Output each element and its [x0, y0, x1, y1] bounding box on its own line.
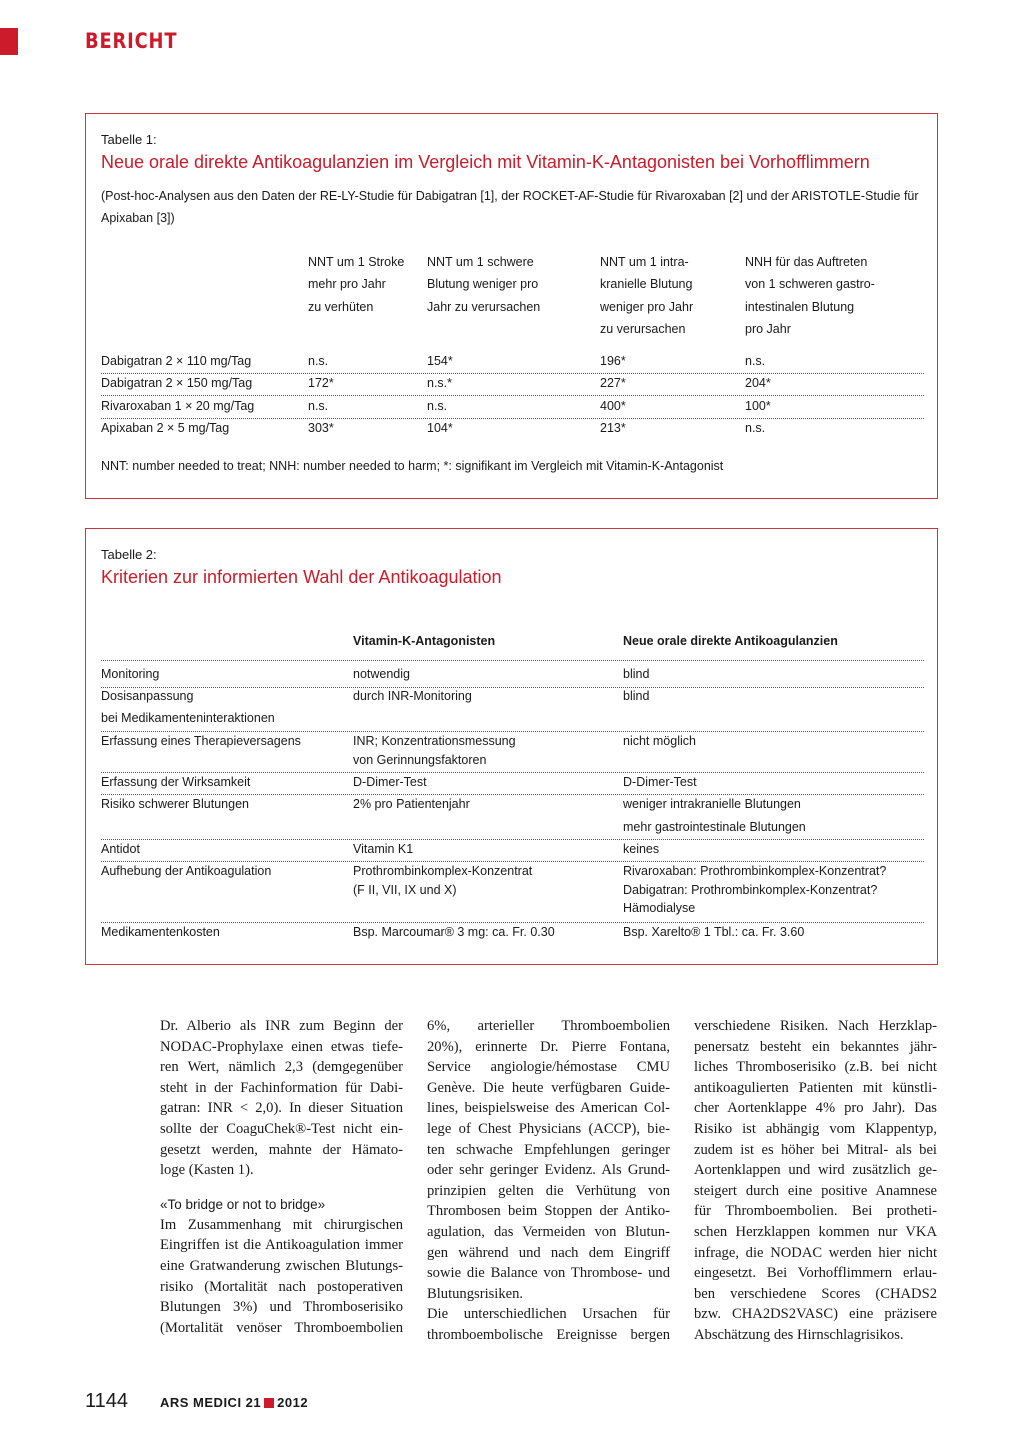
- table1-cell: 196*: [600, 354, 626, 368]
- table1-header-cell: NNH für das Auftreten: [745, 255, 868, 269]
- text-line: loge (Kasten 1).: [160, 1162, 254, 1179]
- text-line: zudem ist es höher bei Mitral- als bei: [694, 1141, 937, 1158]
- row-divider: [101, 794, 924, 795]
- body-column-1: [160, 1016, 403, 1338]
- text-line: steigert durch eine positive Anamnese: [694, 1182, 937, 1199]
- table1-cell: n.s.: [308, 398, 329, 413]
- table2-box: [85, 528, 938, 965]
- text-line: (Mortalität venöser Thromboembolien: [160, 1319, 403, 1336]
- journal-info: [160, 1395, 308, 1410]
- text-line: sowie die Balance von Thrombose- und: [427, 1265, 670, 1282]
- text-line: lines, beispielsweise des American Col-: [427, 1100, 670, 1117]
- table2-cell: keines: [623, 842, 660, 856]
- row-divider: [101, 395, 924, 396]
- text-line: Die unterschiedlichen Ursachen für: [427, 1306, 670, 1323]
- table2-row-label: Erfassung der Wirksamkeit: [101, 775, 251, 789]
- text-line: sollte der CoaguChek®-Test nicht ein-: [160, 1120, 403, 1137]
- table1-header-cell: pro Jahr: [745, 322, 791, 337]
- table2-cell: D-Dimer-Test: [623, 775, 697, 789]
- text-line: thromboembolische Ereignisse bergen: [427, 1326, 670, 1343]
- text-line: prinzipien gelten die Verhütung von: [427, 1182, 670, 1199]
- text-line: penersatz besteht ein bekanntes jähr-: [694, 1038, 937, 1055]
- text-line: Dr. Alberio als INR zum Beginn der: [160, 1018, 403, 1034]
- table2-cell: von Gerinnungsfaktoren: [353, 752, 487, 767]
- table1-subtitle: (Post-hoc-Analysen aus den Daten der RE-LY-Studie für Dabigatran [1], der ROCKET-AF-Studie für Rivaroxaban [2] und der ARISTOTLE-Studie für Apixaban [3]): [101, 189, 919, 225]
- text-line: risiko (Mortalität nach postoperativen: [160, 1278, 403, 1295]
- body-column-2: [427, 1016, 670, 1346]
- table2-row-label: Aufhebung der Antikoagulation: [101, 864, 272, 878]
- table1-header-cell: NNT um 1 intra-: [600, 255, 689, 269]
- table2-cell: blind: [623, 667, 650, 681]
- journal-year: 2012: [277, 1395, 309, 1410]
- text-line: agulation, das Vermeiden von Blutun-: [427, 1223, 670, 1240]
- text-line: ren Wert, nämlich 2,3 (demgegenüber: [160, 1059, 403, 1076]
- table1-cell: 100*: [745, 398, 771, 413]
- table1-cell: 172*: [308, 376, 334, 391]
- table2-row-label: Medikamentenkosten: [101, 925, 220, 939]
- table1-row-label: Rivaroxaban 1 × 20 mg/Tag: [101, 398, 255, 413]
- table2-cell: Rivaroxaban: Prothrombinkomplex-Konzentrat?: [623, 864, 887, 878]
- table1-header-cell: von 1 schweren gastro-: [745, 277, 875, 292]
- table1-header-cell: mehr pro Jahr: [308, 277, 386, 292]
- table1-label: Tabelle 1:: [101, 132, 157, 147]
- table1-cell: 104*: [427, 421, 453, 436]
- row-divider: [101, 687, 924, 688]
- table1-header-cell: zu verursachen: [600, 322, 686, 337]
- text-line: ten schwache Empfehlungen geringer: [427, 1141, 670, 1158]
- text-line: gen während und nach dem Eingriff: [427, 1244, 670, 1261]
- table1-cell: 400*: [600, 398, 626, 413]
- text-line: bzw. CHA2DS2VASC) eine präzisere: [694, 1306, 937, 1323]
- table2-row-label: Risiko schwerer Blutungen: [101, 797, 249, 811]
- table2-cell: Prothrombinkomplex-Konzentrat: [353, 864, 533, 878]
- table2-cell: weniger intrakranielle Blutungen: [623, 797, 801, 811]
- table1-cell: n.s.: [427, 398, 448, 413]
- table1-cell: n.s.: [745, 354, 766, 368]
- table1-cell: 303*: [308, 421, 334, 436]
- text-line: oder sehr geringer Evidenz. Als Grund-: [427, 1162, 670, 1179]
- table2-cell: blind: [623, 689, 650, 703]
- table1-cell: 204*: [745, 376, 771, 391]
- table2-cell: mehr gastrointestinale Blutungen: [623, 819, 806, 834]
- text-line: eingesetzt. Bei Vorhofflimmern erlau-: [694, 1265, 937, 1282]
- text-line: Risiko ist abhängig vom Klappentyp,: [694, 1120, 937, 1137]
- text-line: Thrombosen beim Stoppen der Antiko-: [427, 1203, 670, 1220]
- text-line: eine Gratwanderung zwischen Blutungs-: [160, 1257, 403, 1274]
- row-divider: [101, 922, 924, 923]
- text-line: Im Zusammenhang mit chirurgischen: [160, 1216, 403, 1233]
- table2-cell: Vitamin K1: [353, 842, 414, 856]
- text-line: schen Herzklappen kommen nur VKA: [694, 1223, 937, 1240]
- body-column-3: [694, 1016, 937, 1346]
- table2-cell: Hämodialyse: [623, 901, 696, 915]
- table2-row-label: Antidot: [101, 842, 140, 856]
- table2-row-label: Dosisanpassung: [101, 689, 194, 703]
- table2-cell: nicht möglich: [623, 734, 696, 748]
- table2-col-header-nodac: Neue orale direkte Antikoagulanzien: [623, 634, 838, 648]
- table1-header-cell: NNT um 1 Stroke: [308, 255, 405, 269]
- table1-header-cell: Jahr zu verursachen: [427, 299, 541, 314]
- table1-header-cell: kranielle Blutung: [600, 277, 693, 292]
- table1-header-cell: zu verhüten: [308, 299, 374, 314]
- table2-title: Kriterien zur informierten Wahl der Antikoagulation: [101, 567, 502, 587]
- table2-cell: 2% pro Patientenjahr: [353, 797, 470, 811]
- table1-header-cell: Blutung weniger pro: [427, 277, 539, 292]
- row-divider: [101, 861, 924, 862]
- table1-cell: 227*: [600, 376, 626, 391]
- text-line: steht in der Fachinformation für Dabi-: [160, 1079, 403, 1096]
- subheading: «To bridge or not to bridge»: [160, 1196, 326, 1212]
- journal-name: ARS MEDICI 21: [160, 1395, 262, 1410]
- table2-cell: (F II, VII, IX und X): [353, 882, 457, 897]
- text-line: verschiedene Risiken. Nach Herzklap-: [694, 1018, 937, 1034]
- text-line: gatran: INR < 2,0). In dieser Situation: [160, 1100, 403, 1117]
- text-line: Blutungen 3%) und Thromboserisiko: [160, 1299, 403, 1316]
- table1-footnote: NNT: number needed to treat; NNH: number needed to harm; *: signifikant im Vergleich mit Vitamin-K-Antagonist: [101, 459, 724, 473]
- row-divider: [101, 418, 924, 419]
- row-divider: [101, 731, 924, 732]
- table1-cell: n.s.: [308, 354, 329, 368]
- text-line: ben verschiedene Scores (CHADS2: [694, 1285, 937, 1302]
- text-line: für Thromboembolien. Bei protheti-: [694, 1203, 937, 1220]
- table1-title: Neue orale direkte Antikoagulanzien im Vergleich mit Vitamin-K-Antagonisten bei Vorhofflimmern: [101, 152, 870, 172]
- text-line: infrage, die NODAC werden hier nicht: [694, 1244, 937, 1261]
- table1-row-label: Apixaban 2 × 5 mg/Tag: [101, 421, 230, 436]
- page-number: 1144: [85, 1390, 129, 1412]
- text-line: 6%, arterieller Thromboembolien: [427, 1018, 670, 1034]
- table2-cell: INR; Konzentrationsmessung: [353, 734, 516, 748]
- table2-cell: Dabigatran: Prothrombinkomplex-Konzentrat?: [623, 882, 878, 897]
- row-divider: [101, 373, 924, 374]
- table1-box: [85, 113, 938, 499]
- table1-header-cell: intestinalen Blutung: [745, 299, 855, 314]
- table1-cell: 213*: [600, 421, 626, 436]
- row-divider: [101, 839, 924, 840]
- table2-cell: Bsp. Marcoumar® 3 mg: ca. Fr. 0.30: [353, 925, 555, 939]
- table1-cell: n.s.: [745, 421, 766, 436]
- table1-cell: 154*: [427, 354, 453, 368]
- text-line: cher Aortenklappe 4% pro Jahr). Das: [694, 1100, 937, 1117]
- section-label: BERICHT: [85, 29, 178, 53]
- table2-cell: Bsp. Xarelto® 1 Tbl.: ca. Fr. 3.60: [623, 925, 805, 939]
- table1-header-cell: NNT um 1 schwere: [427, 255, 534, 269]
- table2-cell: notwendig: [353, 667, 410, 681]
- table2-row-label: bei Medikamenteninteraktionen: [101, 711, 275, 725]
- table2-cell: D-Dimer-Test: [353, 775, 427, 789]
- table2-row-label: Monitoring: [101, 667, 160, 681]
- text-line: Abschätzung des Hirnschlagrisikos.: [694, 1326, 904, 1343]
- text-line: gesetzt werden, mahnte der Hämato-: [160, 1141, 403, 1158]
- text-line: liches Thromboserisiko (z.B. bei nicht: [694, 1059, 937, 1076]
- table1-header-cell: weniger pro Jahr: [600, 299, 694, 314]
- text-line: Genève. Die heute verfügbaren Guide-: [427, 1079, 670, 1096]
- text-line: Aortenklappen und wird zusätzlich ge-: [694, 1162, 937, 1179]
- table2-cell: durch INR-Monitoring: [353, 689, 472, 703]
- section-marker: [0, 28, 18, 55]
- table1-row-label: Dabigatran 2 × 110 mg/Tag: [101, 354, 252, 368]
- table2-label: Tabelle 2:: [101, 547, 157, 562]
- text-line: lege of Chest Physicians (ACCP), bie-: [427, 1120, 670, 1137]
- text-line: antikoagulierten Patienten mit künstli-: [694, 1079, 937, 1096]
- footer-square-icon: [264, 1398, 274, 1408]
- text-line: NODAC-Prophylaxe einen etwas tiefe-: [160, 1038, 403, 1055]
- table2-row-label: Erfassung eines Therapieversagens: [101, 734, 301, 748]
- table1-cell: n.s.*: [427, 376, 453, 391]
- row-divider: [101, 772, 924, 773]
- row-divider: [101, 660, 924, 661]
- text-line: Blutungsrisiken.: [427, 1285, 524, 1302]
- text-line: 20%), erinnerte Dr. Pierre Fontana,: [427, 1038, 670, 1055]
- table1-row-label: Dabigatran 2 × 150 mg/Tag: [101, 376, 253, 391]
- table2-col-header-vka: Vitamin-K-Antagonisten: [353, 634, 496, 648]
- text-line: Eingriffen ist die Antikoagulation immer: [160, 1237, 403, 1254]
- text-line: Service angiologie/hémostase CMU: [427, 1059, 670, 1076]
